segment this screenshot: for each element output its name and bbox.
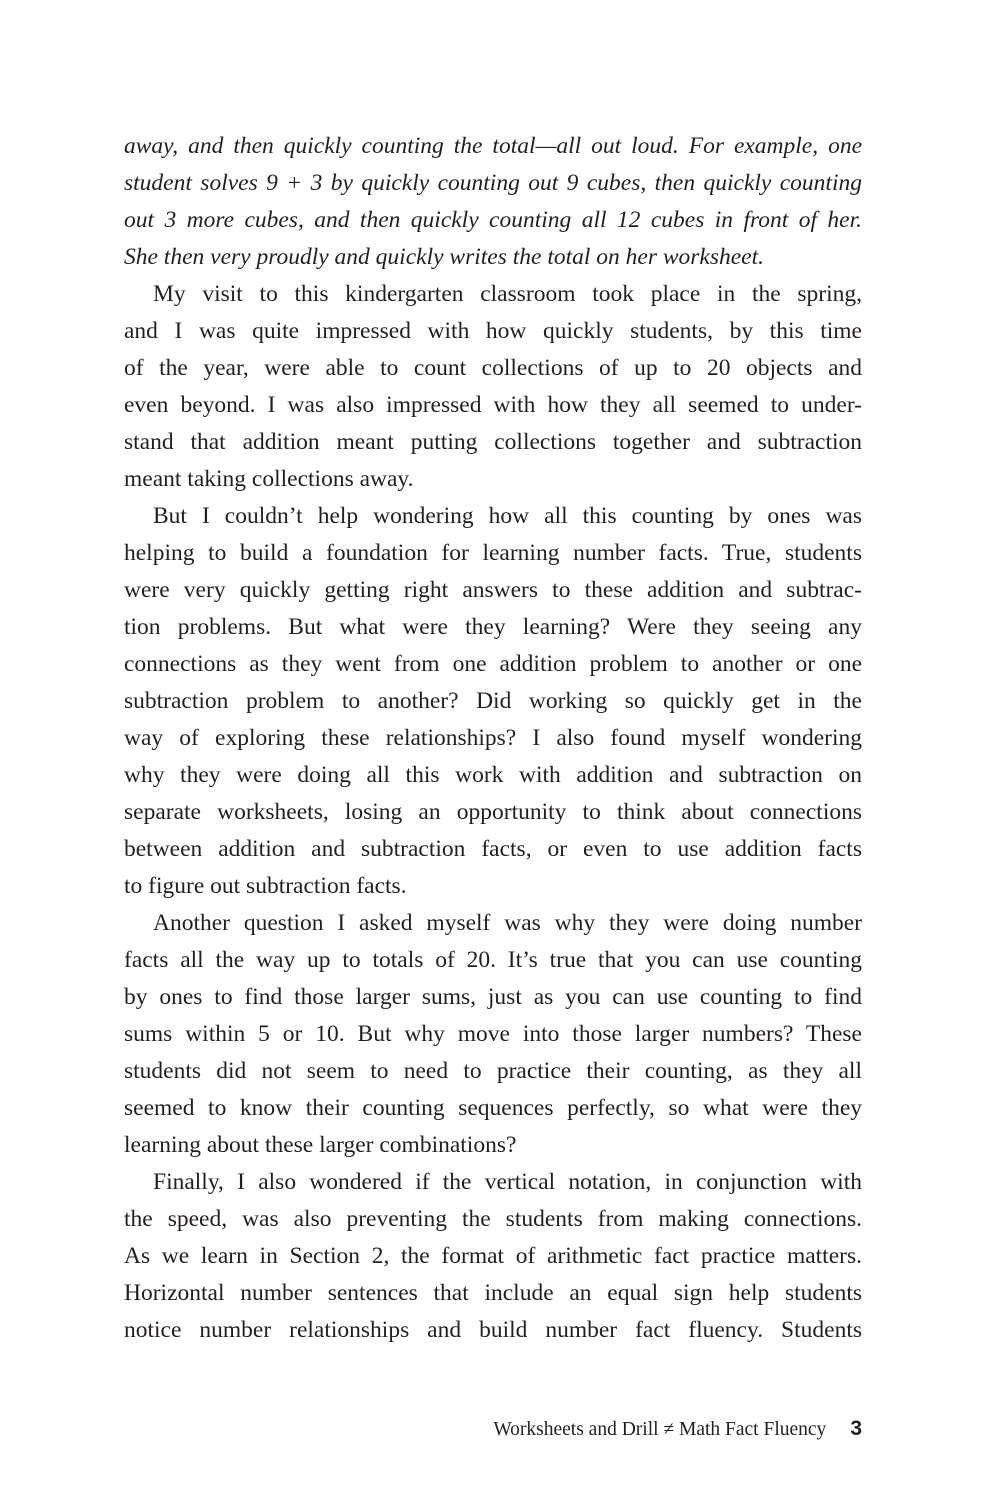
- body-paragraph-another-question: [124, 905, 862, 1164]
- text-line: by ones to find those larger sums, just as you can use counting to find: [124, 984, 862, 1010]
- text-line: the speed, was also preventing the students from making connections.: [124, 1206, 862, 1232]
- text-line: were very quickly getting right answers to these addition and subtrac-: [124, 577, 862, 603]
- text-line: tion problems. But what were they learning? Were they seeing any: [124, 614, 862, 640]
- text-line: But I couldn’t help wondering how all this counting by ones was: [153, 503, 862, 529]
- text-line: stand that addition meant putting collections together and subtraction: [124, 429, 862, 455]
- text-line: Finally, I also wondered if the vertical notation, in conjunction with: [153, 1169, 862, 1195]
- text-line: subtraction problem to another? Did working so quickly get in the: [124, 688, 862, 714]
- text-line: student solves 9 + 3 by quickly counting out 9 cubes, then quickly counting: [124, 170, 862, 196]
- text-line: notice number relationships and build number fact fluency. Students: [124, 1317, 862, 1343]
- text-line: facts all the way up to totals of 20. It’s true that you can use counting: [124, 947, 862, 973]
- page-number: 3: [850, 1417, 862, 1440]
- text-line: students did not seem to need to practice their counting, as they all: [124, 1058, 862, 1084]
- text-line: My visit to this kindergarten classroom took place in the spring,: [153, 281, 862, 307]
- text-line: sums within 5 or 10. But why move into those larger numbers? These: [124, 1021, 862, 1047]
- text-line: meant taking collections away.: [124, 466, 414, 492]
- page-body: [124, 128, 862, 1349]
- body-paragraph-wondering: [124, 498, 862, 905]
- body-paragraph-visit: [124, 276, 862, 498]
- running-head: Worksheets and Drill ≠ Math Fact Fluency: [493, 1419, 827, 1440]
- text-line: away, and then quickly counting the total—all out loud. For example, one: [124, 133, 862, 159]
- text-line: connections as they went from one addition problem to another or one: [124, 651, 862, 677]
- text-line: and I was quite impressed with how quickly students, by this time: [124, 318, 862, 344]
- text-line: seemed to know their counting sequences perfectly, so what were they: [124, 1095, 862, 1121]
- text-line: learning about these larger combinations?: [124, 1132, 517, 1158]
- text-line: between addition and subtraction facts, or even to use addition facts: [124, 836, 862, 862]
- text-line: why they were doing all this work with addition and subtraction on: [124, 762, 862, 788]
- text-line: way of exploring these relationships? I also found myself wondering: [124, 725, 862, 751]
- text-line: helping to build a foundation for learning number facts. True, students: [124, 540, 862, 566]
- text-line: separate worksheets, losing an opportunity to think about connections: [124, 799, 862, 825]
- italic-vignette-paragraph: [124, 128, 862, 276]
- text-line: of the year, were able to count collections of up to 20 objects and: [124, 355, 862, 381]
- text-line: to figure out subtraction facts.: [124, 873, 407, 899]
- body-paragraph-finally: [124, 1164, 862, 1349]
- text-line: Another question I asked myself was why they were doing number: [153, 910, 862, 936]
- text-line: As we learn in Section 2, the format of arithmetic fact practice matters.: [124, 1243, 862, 1269]
- page-footer: [0, 1417, 862, 1441]
- text-line: She then very proudly and quickly writes the total on her worksheet.: [124, 244, 765, 270]
- text-line: Horizontal number sentences that include an equal sign help students: [124, 1280, 862, 1306]
- text-line: even beyond. I was also impressed with how they all seemed to under-: [124, 392, 862, 418]
- text-line: out 3 more cubes, and then quickly counting all 12 cubes in front of her.: [124, 207, 862, 233]
